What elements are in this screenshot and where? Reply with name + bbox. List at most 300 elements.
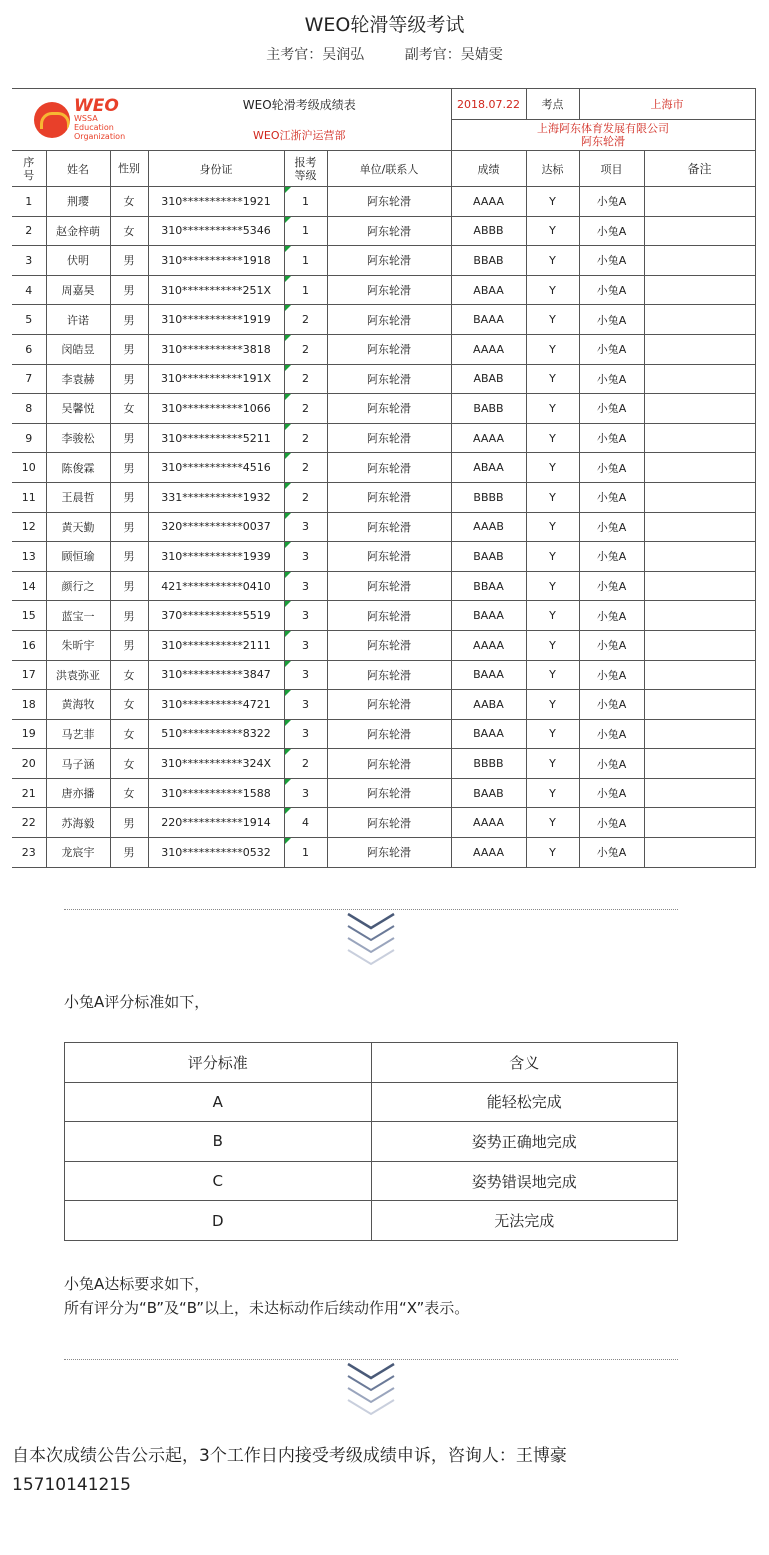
cell-no: 13: [12, 542, 46, 572]
cell-remark: [644, 808, 755, 838]
cell-item: 小兔A: [579, 364, 644, 394]
cell-pass: Y: [526, 275, 579, 305]
column-header-unit: 单位/联系人: [327, 151, 451, 187]
table-row: [12, 394, 755, 424]
std-grade: D: [65, 1201, 372, 1241]
table-row: [12, 187, 755, 217]
cell-remark: [644, 216, 755, 246]
cell-no: 20: [12, 749, 46, 779]
cell-pass: Y: [526, 482, 579, 512]
cell-name: 黄海牧: [46, 690, 110, 720]
cell-name: 吴馨悦: [46, 394, 110, 424]
cell-level: 1: [284, 187, 327, 217]
column-header-id: 身份证: [148, 151, 284, 187]
cell-id: 310***********3818: [148, 334, 284, 364]
table-row: [12, 482, 755, 512]
cell-item: 小兔A: [579, 571, 644, 601]
cell-item: 小兔A: [579, 423, 644, 453]
cell-sex: 男: [110, 275, 148, 305]
cell-sex: 男: [110, 630, 148, 660]
cell-id: 310***********251X: [148, 275, 284, 305]
cell-id: 370***********5519: [148, 601, 284, 631]
table-row: [12, 719, 755, 749]
table-row: [12, 838, 755, 868]
table-row: [12, 601, 755, 631]
cell-id: 220***********1914: [148, 808, 284, 838]
cell-no: 9: [12, 423, 46, 453]
cell-pass: Y: [526, 690, 579, 720]
cell-level: 2: [284, 423, 327, 453]
table-row: [12, 512, 755, 542]
cell-level: 1: [284, 216, 327, 246]
table-row: [12, 453, 755, 483]
cell-name: 洪袁弥亚: [46, 660, 110, 690]
cell-id: 310***********1939: [148, 542, 284, 572]
cell-id: 310***********1066: [148, 394, 284, 424]
cell-unit: 阿东轮滑: [327, 542, 451, 572]
cell-pass: Y: [526, 778, 579, 808]
cell-item: 小兔A: [579, 838, 644, 868]
cell-level: 2: [284, 305, 327, 335]
venue-label: 考点: [526, 89, 579, 120]
cell-sex: 男: [110, 482, 148, 512]
cell-sex: 男: [110, 334, 148, 364]
cell-no: 21: [12, 778, 46, 808]
examiners: [0, 44, 769, 64]
cell-item: 小兔A: [579, 512, 644, 542]
cell-pass: Y: [526, 394, 579, 424]
cell-unit: 阿东轮滑: [327, 305, 451, 335]
cell-score: BAAA: [451, 660, 526, 690]
cell-unit: 阿东轮滑: [327, 423, 451, 453]
cell-pass: Y: [526, 305, 579, 335]
requirements-line1: 小兔A达标要求如下，: [64, 1275, 210, 1293]
cell-unit: 阿东轮滑: [327, 690, 451, 720]
requirements: [64, 1272, 469, 1320]
cell-score: AAAA: [451, 423, 526, 453]
cell-name: 闵皓昱: [46, 334, 110, 364]
cell-remark: [644, 660, 755, 690]
cell-no: 1: [12, 187, 46, 217]
table-row: [12, 334, 755, 364]
table-row: [12, 660, 755, 690]
cell-unit: 阿东轮滑: [327, 394, 451, 424]
std-grade: B: [65, 1122, 372, 1162]
logo-line2: Education: [74, 123, 114, 132]
venue: 上海市: [579, 89, 755, 120]
cell-pass: Y: [526, 630, 579, 660]
cell-score: AAAA: [451, 187, 526, 217]
org-name: WEO江浙沪运营部: [148, 120, 451, 151]
cell-sex: 女: [110, 749, 148, 779]
cell-unit: 阿东轮滑: [327, 482, 451, 512]
cell-remark: [644, 630, 755, 660]
table-row: [12, 778, 755, 808]
cell-name: 顾恒瑜: [46, 542, 110, 572]
cell-score: BAAA: [451, 601, 526, 631]
page-title: WEO轮滑等级考试: [304, 14, 465, 36]
table-row: [12, 275, 755, 305]
cell-level: 2: [284, 364, 327, 394]
cell-score: BAAB: [451, 778, 526, 808]
cell-score: BBBB: [451, 749, 526, 779]
cell-item: 小兔A: [579, 394, 644, 424]
cell-unit: 阿东轮滑: [327, 275, 451, 305]
cell-name: 周嘉昊: [46, 275, 110, 305]
cell-name: 马艺菲: [46, 719, 110, 749]
cell-sex: 男: [110, 305, 148, 335]
cell-item: 小兔A: [579, 453, 644, 483]
cell-pass: Y: [526, 453, 579, 483]
column-header-level: 报考等级: [284, 151, 327, 187]
cell-score: BBAB: [451, 246, 526, 276]
cell-no: 5: [12, 305, 46, 335]
cell-pass: Y: [526, 838, 579, 868]
std-meaning: 能轻松完成: [371, 1082, 678, 1122]
cell-id: 310***********2111: [148, 630, 284, 660]
cell-no: 3: [12, 246, 46, 276]
cell-sex: 男: [110, 808, 148, 838]
cell-remark: [644, 749, 755, 779]
cell-name: 颜行之: [46, 571, 110, 601]
cell-item: 小兔A: [579, 542, 644, 572]
cell-score: BBBB: [451, 482, 526, 512]
cell-id: 310***********4721: [148, 690, 284, 720]
cell-remark: [644, 394, 755, 424]
cell-id: 310***********0532: [148, 838, 284, 868]
cell-no: 23: [12, 838, 46, 868]
divider-top: [64, 909, 678, 910]
cell-id: 310***********3847: [148, 660, 284, 690]
cell-unit: 阿东轮滑: [327, 778, 451, 808]
standards-intro: 小兔A评分标准如下，: [64, 993, 210, 1011]
table-row: [12, 542, 755, 572]
cell-no: 18: [12, 690, 46, 720]
cell-no: 17: [12, 660, 46, 690]
cell-score: AAAB: [451, 512, 526, 542]
cell-score: ABAA: [451, 275, 526, 305]
column-header-name: 姓名: [46, 151, 110, 187]
cell-level: 3: [284, 778, 327, 808]
cell-level: 3: [284, 719, 327, 749]
cell-level: 3: [284, 660, 327, 690]
logo-line3: Organization: [74, 132, 126, 141]
std-meaning: 无法完成: [371, 1201, 678, 1241]
cell-score: AAAA: [451, 630, 526, 660]
cell-remark: [644, 690, 755, 720]
cell-level: 3: [284, 512, 327, 542]
appeal-text: 自本次成绩公告公示起，3个工作日内接受考级成绩申诉，咨询人：王博豪: [12, 1446, 567, 1466]
logo-line1: WSSA: [74, 114, 98, 123]
cell-unit: 阿东轮滑: [327, 719, 451, 749]
cell-name: 许诺: [46, 305, 110, 335]
cell-remark: [644, 423, 755, 453]
cell-item: 小兔A: [579, 275, 644, 305]
cell-sex: 男: [110, 423, 148, 453]
cell-name: 朱昕宇: [46, 630, 110, 660]
cell-pass: Y: [526, 542, 579, 572]
cell-remark: [644, 571, 755, 601]
cell-name: 李骏松: [46, 423, 110, 453]
cell-item: 小兔A: [579, 482, 644, 512]
cell-no: 10: [12, 453, 46, 483]
cell-id: 310***********5211: [148, 423, 284, 453]
contact-phone: 15710141215: [12, 1475, 131, 1495]
cell-id: 421***********0410: [148, 571, 284, 601]
cell-no: 7: [12, 364, 46, 394]
cell-id: 310***********4516: [148, 453, 284, 483]
cell-item: 小兔A: [579, 601, 644, 631]
cell-id: 310***********1921: [148, 187, 284, 217]
cell-id: 310***********1919: [148, 305, 284, 335]
cell-pass: Y: [526, 571, 579, 601]
cell-pass: Y: [526, 749, 579, 779]
cell-unit: 阿东轮滑: [327, 334, 451, 364]
cell-remark: [644, 838, 755, 868]
appeal-notice: [12, 1442, 757, 1500]
cell-item: 小兔A: [579, 216, 644, 246]
cell-level: 2: [284, 453, 327, 483]
column-header-remark: 备注: [644, 151, 755, 187]
cell-sex: 男: [110, 453, 148, 483]
cell-name: 王晨哲: [46, 482, 110, 512]
cell-sex: 男: [110, 601, 148, 631]
cell-remark: [644, 364, 755, 394]
cell-sex: 男: [110, 246, 148, 276]
cell-no: 15: [12, 601, 46, 631]
logo-weo-text: WEO: [74, 96, 119, 116]
table-row: [12, 690, 755, 720]
cell-unit: 阿东轮滑: [327, 749, 451, 779]
column-header-item: 项目: [579, 151, 644, 187]
cell-level: 2: [284, 394, 327, 424]
cell-remark: [644, 542, 755, 572]
cell-remark: [644, 334, 755, 364]
cell-level: 2: [284, 749, 327, 779]
cell-remark: [644, 275, 755, 305]
cell-no: 19: [12, 719, 46, 749]
cell-pass: Y: [526, 512, 579, 542]
cell-pass: Y: [526, 216, 579, 246]
cell-remark: [644, 778, 755, 808]
cell-unit: 阿东轮滑: [327, 571, 451, 601]
table-row: [12, 246, 755, 276]
cell-pass: Y: [526, 808, 579, 838]
std-meaning: 姿势错误地完成: [371, 1161, 678, 1201]
cell-pass: Y: [526, 423, 579, 453]
cell-item: 小兔A: [579, 660, 644, 690]
table-row: [12, 423, 755, 453]
cell-id: 331***********1932: [148, 482, 284, 512]
cell-score: AAAA: [451, 838, 526, 868]
cell-remark: [644, 601, 755, 631]
cell-unit: 阿东轮滑: [327, 601, 451, 631]
cell-no: 4: [12, 275, 46, 305]
column-headers: [12, 151, 755, 187]
std-meaning: 姿势正确地完成: [371, 1122, 678, 1162]
requirements-line2: 所有评分为“B”及“B”以上，未达标动作后续动作用“X”表示。: [64, 1299, 470, 1317]
logo-cell: [12, 89, 148, 151]
cell-name: 唐亦播: [46, 778, 110, 808]
cell-item: 小兔A: [579, 808, 644, 838]
table-row: [12, 749, 755, 779]
cell-name: 苏海毅: [46, 808, 110, 838]
column-header-no: 序号: [12, 151, 46, 187]
cell-pass: Y: [526, 660, 579, 690]
table-row: [12, 216, 755, 246]
cell-no: 22: [12, 808, 46, 838]
cell-unit: 阿东轮滑: [327, 838, 451, 868]
cell-remark: [644, 246, 755, 276]
cell-level: 2: [284, 482, 327, 512]
cell-item: 小兔A: [579, 630, 644, 660]
cell-score: BBAA: [451, 571, 526, 601]
cell-sex: 男: [110, 838, 148, 868]
cell-sex: 女: [110, 690, 148, 720]
cell-name: 黄天勤: [46, 512, 110, 542]
cell-name: 陈俊霖: [46, 453, 110, 483]
cell-unit: 阿东轮滑: [327, 630, 451, 660]
cell-sex: 女: [110, 394, 148, 424]
cell-sex: 女: [110, 187, 148, 217]
cell-no: 16: [12, 630, 46, 660]
cell-unit: 阿东轮滑: [327, 364, 451, 394]
cell-no: 2: [12, 216, 46, 246]
cell-no: 8: [12, 394, 46, 424]
cell-level: 4: [284, 808, 327, 838]
cell-id: 310***********1918: [148, 246, 284, 276]
cell-remark: [644, 512, 755, 542]
cell-level: 3: [284, 571, 327, 601]
standards-table: [64, 1042, 678, 1241]
cell-level: 3: [284, 601, 327, 631]
cell-level: 3: [284, 542, 327, 572]
cell-score: AABA: [451, 690, 526, 720]
cell-pass: Y: [526, 246, 579, 276]
cell-unit: 阿东轮滑: [327, 216, 451, 246]
results-table: [12, 88, 756, 868]
cell-score: ABBB: [451, 216, 526, 246]
cell-score: BAAA: [451, 719, 526, 749]
host: [451, 120, 755, 151]
cell-unit: 阿东轮滑: [327, 187, 451, 217]
std-header-meaning: 含义: [371, 1043, 678, 1083]
cell-sex: 女: [110, 660, 148, 690]
cell-name: 李袁赫: [46, 364, 110, 394]
table-row: [12, 571, 755, 601]
exam-date: 2018.07.22: [451, 89, 526, 120]
cell-sex: 女: [110, 719, 148, 749]
std-grade: A: [65, 1082, 372, 1122]
sheet-title: WEO轮滑考级成绩表: [148, 89, 451, 120]
cell-sex: 女: [110, 778, 148, 808]
column-header-sex: 性别: [110, 151, 148, 187]
cell-name: 伏明: [46, 246, 110, 276]
cell-id: 510***********8322: [148, 719, 284, 749]
cell-unit: 阿东轮滑: [327, 660, 451, 690]
column-header-score: 成绩: [451, 151, 526, 187]
chevron-down-icon: [346, 912, 396, 972]
table-row: [12, 630, 755, 660]
cell-score: BAAB: [451, 542, 526, 572]
cell-unit: 阿东轮滑: [327, 246, 451, 276]
cell-score: ABAB: [451, 364, 526, 394]
cell-item: 小兔A: [579, 305, 644, 335]
cell-id: 310***********1588: [148, 778, 284, 808]
cell-sex: 男: [110, 512, 148, 542]
cell-name: 蓝宝一: [46, 601, 110, 631]
cell-pass: Y: [526, 364, 579, 394]
weo-logo: [12, 98, 148, 141]
cell-no: 6: [12, 334, 46, 364]
cell-unit: 阿东轮滑: [327, 808, 451, 838]
cell-sex: 女: [110, 216, 148, 246]
cell-item: 小兔A: [579, 690, 644, 720]
cell-score: BABB: [451, 394, 526, 424]
cell-id: 310***********324X: [148, 749, 284, 779]
cell-no: 14: [12, 571, 46, 601]
cell-remark: [644, 305, 755, 335]
cell-score: ABAA: [451, 453, 526, 483]
cell-name: 龙宸宇: [46, 838, 110, 868]
cell-item: 小兔A: [579, 246, 644, 276]
cell-unit: 阿东轮滑: [327, 453, 451, 483]
cell-item: 小兔A: [579, 719, 644, 749]
cell-remark: [644, 453, 755, 483]
chief-examiner: 主考官：吴润弘: [266, 47, 365, 63]
cell-pass: Y: [526, 601, 579, 631]
std-grade: C: [65, 1161, 372, 1201]
cell-name: 赵金梓萌: [46, 216, 110, 246]
cell-remark: [644, 719, 755, 749]
cell-name: 荆璎: [46, 187, 110, 217]
cell-id: 310***********5346: [148, 216, 284, 246]
cell-item: 小兔A: [579, 778, 644, 808]
cell-pass: Y: [526, 334, 579, 364]
cell-score: BAAA: [451, 305, 526, 335]
cell-name: 马子涵: [46, 749, 110, 779]
cell-item: 小兔A: [579, 749, 644, 779]
deputy-examiner: 副考官：吴婧雯: [404, 47, 503, 63]
cell-sex: 男: [110, 542, 148, 572]
cell-level: 1: [284, 838, 327, 868]
cell-remark: [644, 482, 755, 512]
cell-pass: Y: [526, 187, 579, 217]
cell-id: 320***********0037: [148, 512, 284, 542]
std-header-grade: 评分标准: [65, 1043, 372, 1083]
weo-logo-icon: [34, 102, 70, 138]
table-row: [12, 808, 755, 838]
cell-level: 1: [284, 246, 327, 276]
cell-score: AAAA: [451, 334, 526, 364]
cell-sex: 男: [110, 571, 148, 601]
divider-bottom: [64, 1359, 678, 1360]
cell-level: 3: [284, 630, 327, 660]
cell-level: 1: [284, 275, 327, 305]
chevron-down-icon: [346, 1362, 396, 1422]
cell-remark: [644, 187, 755, 217]
cell-sex: 男: [110, 364, 148, 394]
cell-pass: Y: [526, 719, 579, 749]
table-row: [12, 305, 755, 335]
host-line1: 上海阿东体育发展有限公司: [537, 122, 670, 135]
cell-item: 小兔A: [579, 334, 644, 364]
cell-level: 3: [284, 690, 327, 720]
cell-no: 12: [12, 512, 46, 542]
cell-item: 小兔A: [579, 187, 644, 217]
cell-score: AAAA: [451, 808, 526, 838]
cell-level: 2: [284, 334, 327, 364]
